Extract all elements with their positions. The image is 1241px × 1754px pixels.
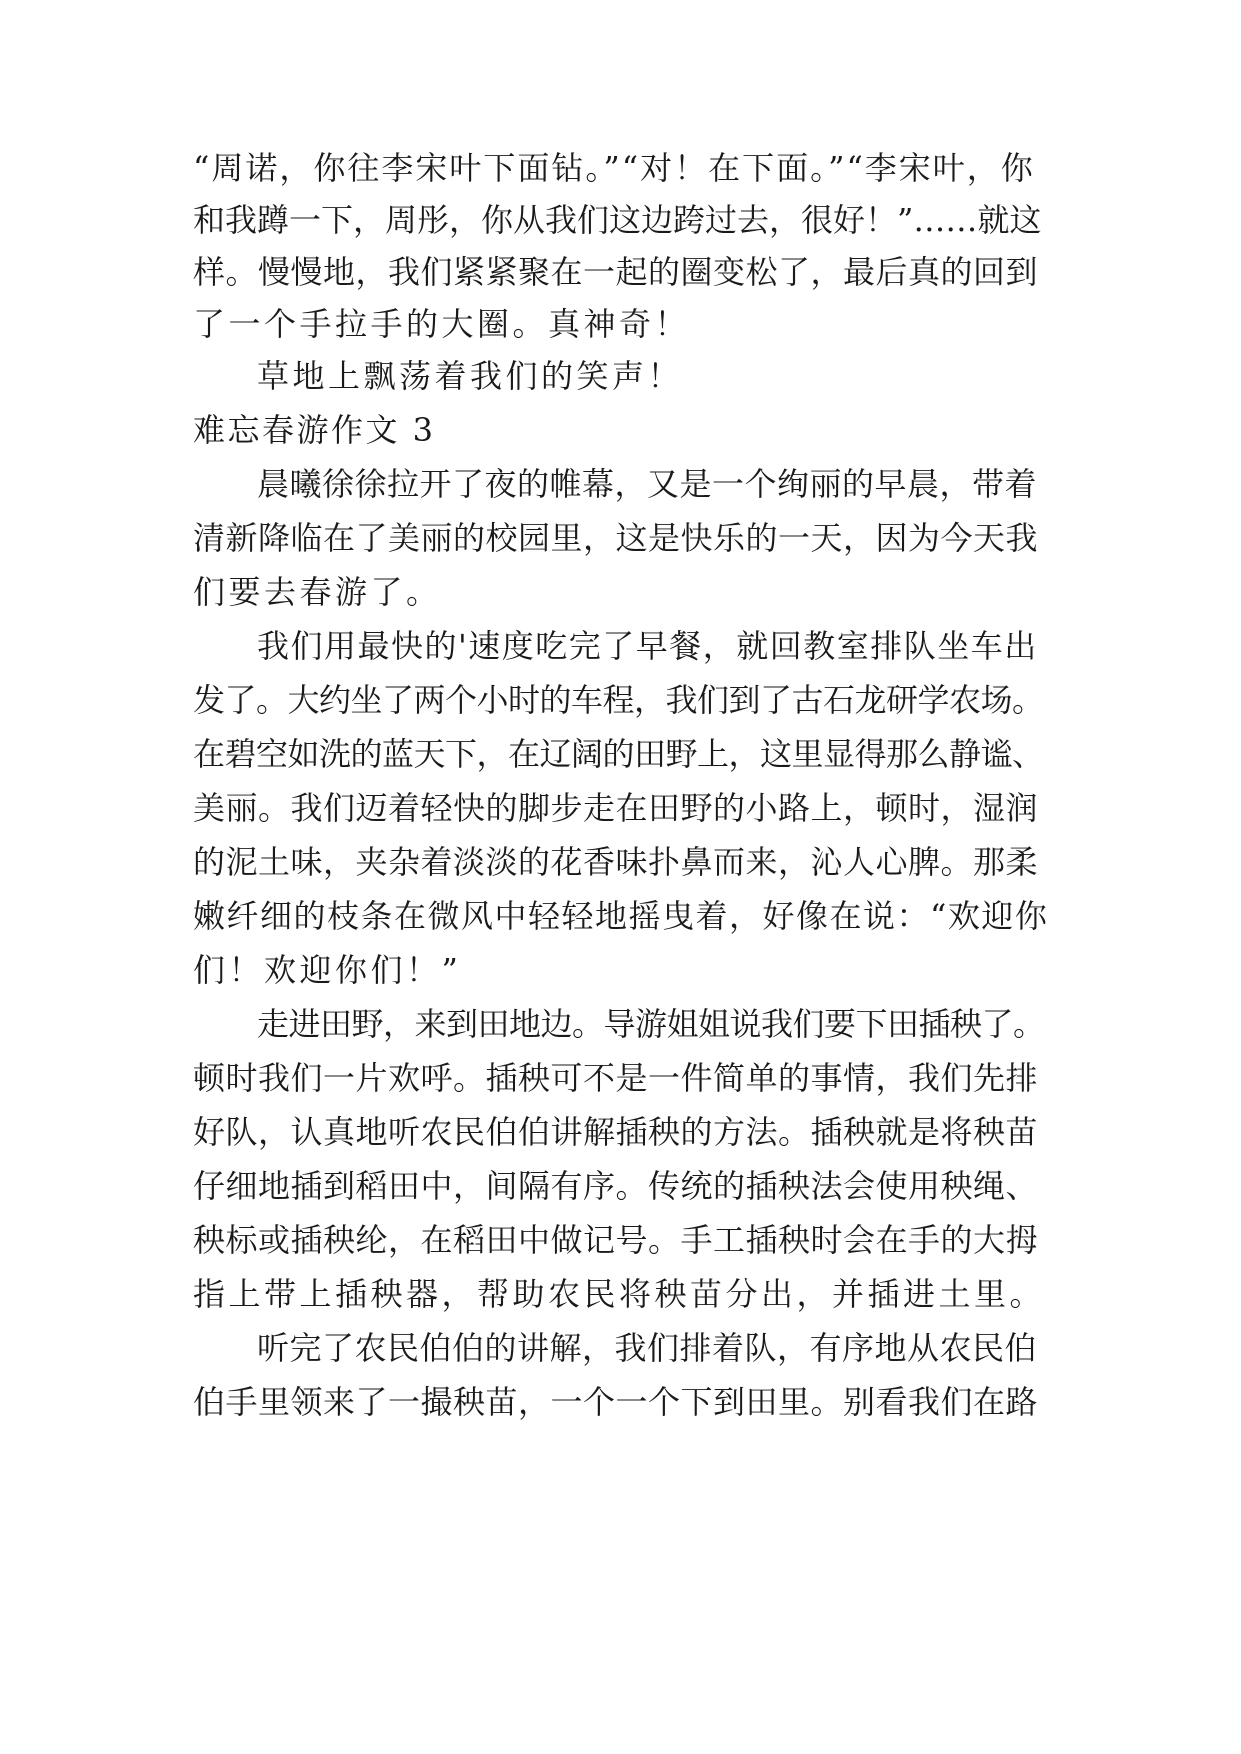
text-line: 顿时我们一片欢呼。插秧可不是一件简单的事情，我们先排 — [193, 1059, 1039, 1097]
text-line: 好队，认真地听农民伯伯讲解插秧的方法。插秧就是将秧苗 — [193, 1113, 1039, 1151]
text-line: 指上带上插秧器，帮助农民将秧苗分出，并插进土里。 — [193, 1275, 1046, 1313]
text-line: 美丽。我们迈着轻快的脚步走在田野的小路上，顿时，湿润 — [193, 789, 1039, 827]
section-title: 难忘春游作文 3 — [193, 411, 436, 449]
text-line: 了一个手拉手的大圈。真神奇！ — [193, 305, 691, 343]
text-line: “周诺，你往李宋叶下面钻。”“对！在下面。”“李宋叶，你 — [193, 149, 1035, 187]
text-line: 在碧空如洗的蓝天下，在辽阔的田野上，这里显得那么静谧、 — [193, 735, 1044, 773]
text-line: 走进田野，来到田地边。导游姐姐说我们要下田插秧了。 — [257, 1005, 1045, 1043]
text-line: 秧标或插秧纶，在稻田中做记号。手工插秧时会在手的大拇 — [193, 1221, 1039, 1259]
text-line: 嫩纤细的枝条在微风中轻轻地摇曳着，好像在说：“欢迎你 — [193, 897, 1049, 935]
text-line: 发了。大约坐了两个小时的车程，我们到了古石龙研学农场。 — [193, 681, 1044, 719]
text-line: 仔细地插到稻田中，间隔有序。传统的插秧法会使用秧绳、 — [193, 1167, 1039, 1205]
text-line: 晨曦徐徐拉开了夜的帷幕，又是一个绚丽的早晨，带着 — [257, 465, 1038, 503]
text-line: 我们用最快的'速度吃完了早餐，就回教室排队坐车出 — [257, 627, 1038, 665]
text-line: 们要去春游了。 — [193, 573, 442, 611]
text-line: 伯手里领来了一撮秧苗，一个一个下到田里。别看我们在路 — [193, 1383, 1039, 1421]
text-line: 听完了农民伯伯的讲解，我们排着队，有序地从农民伯 — [257, 1329, 1038, 1367]
text-line: 的泥土味，夹杂着淡淡的花香味扑鼻而来，沁人心脾。那柔 — [193, 843, 1039, 881]
text-line: 清新降临在了美丽的校园里，这是快乐的一天，因为今天我 — [193, 519, 1039, 557]
text-line: 样。慢慢地，我们紧紧聚在一起的圈变松了，最后真的回到 — [193, 253, 1039, 291]
text-line: 和我蹲一下，周彤，你从我们这边跨过去，很好！”……就这 — [193, 201, 1042, 239]
text-line: 们！欢迎你们！” — [193, 951, 462, 989]
text-line: 草地上飘荡着我们的笑声！ — [257, 357, 684, 395]
